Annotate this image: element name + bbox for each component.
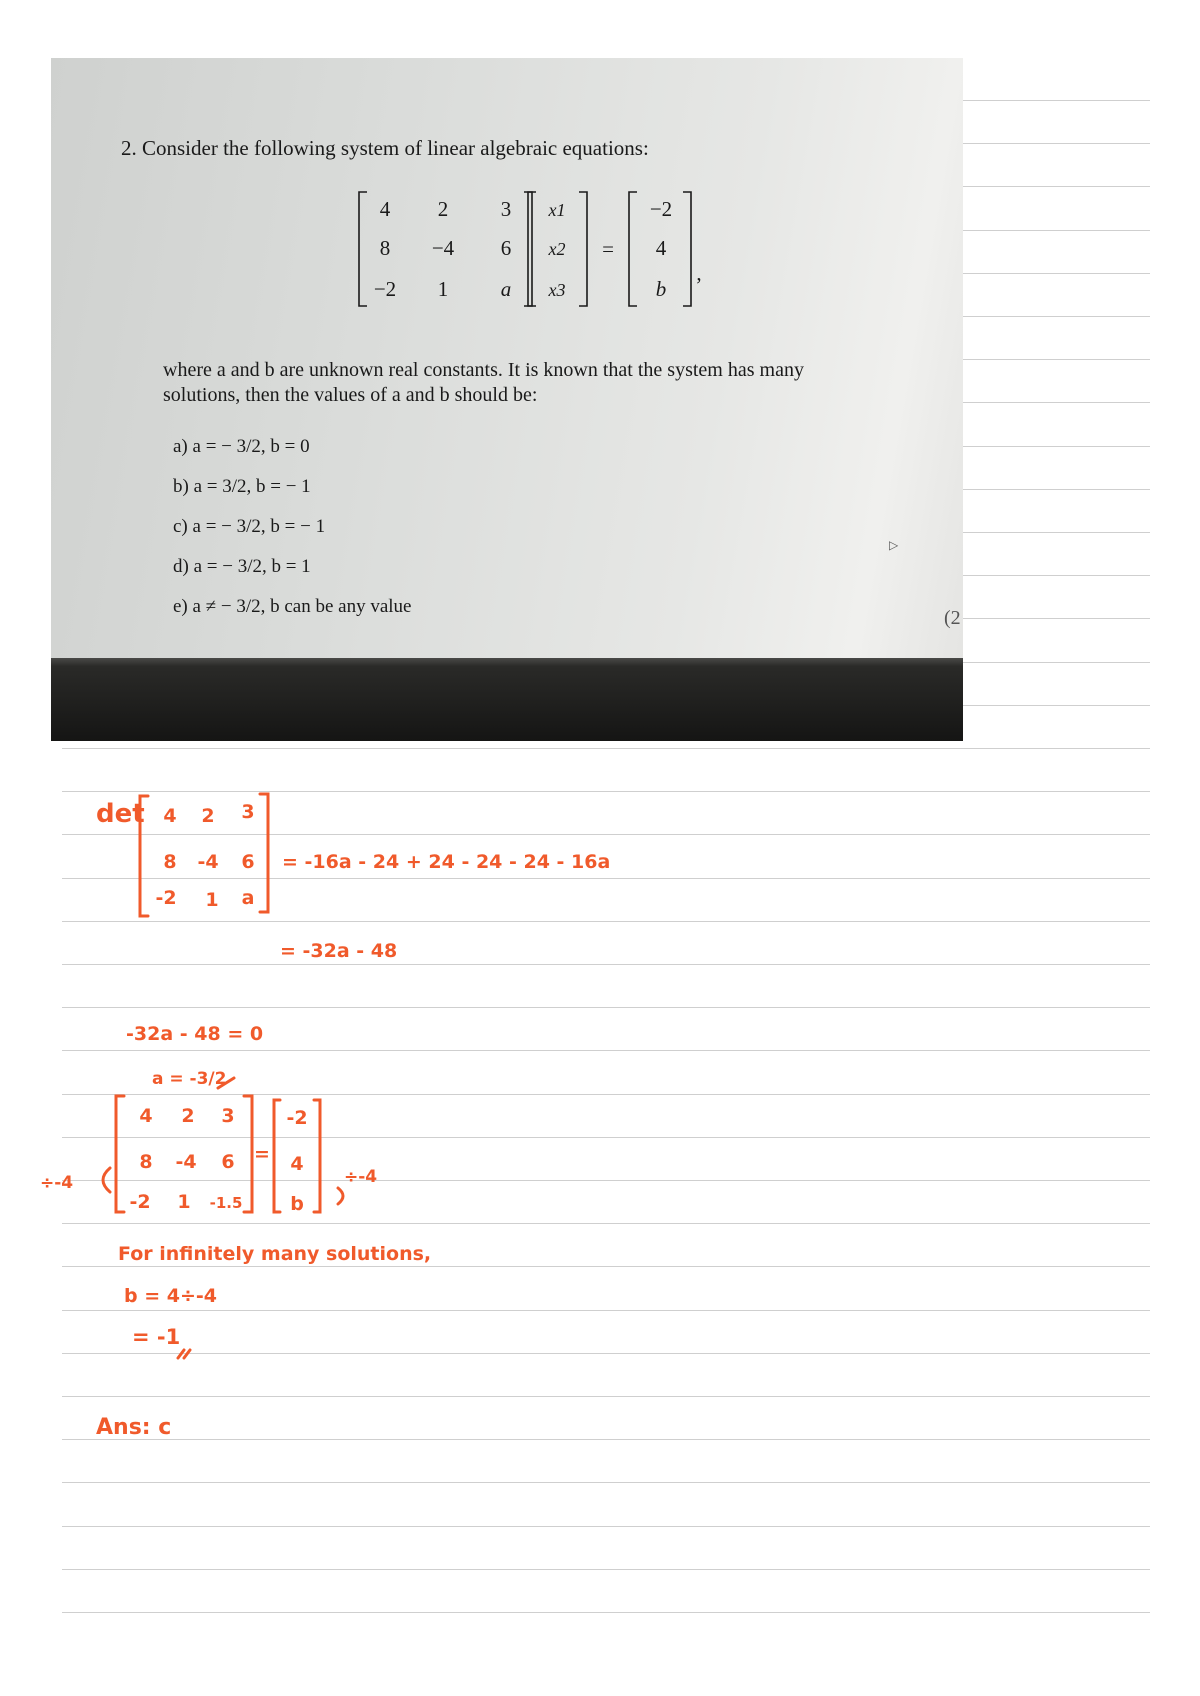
rhs-cell: b xyxy=(655,277,667,301)
coef-cell: 3 xyxy=(500,197,512,221)
b-calculation: b = 4÷-4 xyxy=(124,1285,217,1307)
rhs-cell: −2 xyxy=(649,197,673,221)
coef-cell: 6 xyxy=(500,236,512,260)
aug-cell: 8 xyxy=(139,1151,153,1173)
det-bracket-right xyxy=(260,794,268,912)
row-op-note-right: ÷-4 xyxy=(344,1167,378,1187)
aug-cell: 2 xyxy=(181,1105,195,1127)
coef-cell: −4 xyxy=(431,236,455,260)
aug-cell: 6 xyxy=(221,1151,235,1173)
infinite-solutions-note: For infinitely many solutions, xyxy=(118,1243,432,1265)
question-body-line: where a and b are unknown real constants. It is known that the system has many xyxy=(163,359,804,381)
row-op-brace-left xyxy=(103,1168,110,1192)
det-cell: -4 xyxy=(197,851,219,873)
unknown-cell: x1 xyxy=(548,200,566,220)
aug-cell: 1 xyxy=(177,1191,191,1213)
det-cell: 1 xyxy=(205,889,219,911)
aug-rhs-cell: b xyxy=(290,1193,304,1215)
det-cell: a xyxy=(241,887,255,909)
aug-equals: = xyxy=(254,1143,270,1165)
aug-bracket-right xyxy=(244,1096,252,1212)
det-cell: -2 xyxy=(155,887,177,909)
det-cell: 4 xyxy=(163,805,177,827)
aug-cell: -4 xyxy=(175,1151,197,1173)
coef-cell: 8 xyxy=(379,236,391,260)
result-underline xyxy=(178,1350,190,1358)
coef-cell: 1 xyxy=(437,277,449,301)
question-title: 2. Consider the following system of linear algebraic equations: xyxy=(121,136,649,160)
aug-cell: -2 xyxy=(129,1191,151,1213)
coef-cell: 2 xyxy=(437,197,449,221)
aug-bracket-left xyxy=(116,1096,124,1212)
row-op-note-left: ÷-4 xyxy=(40,1173,74,1193)
coef-cell: 4 xyxy=(379,197,391,221)
aug-cell: -1.5 xyxy=(209,1194,243,1212)
option-e: e) a ≠ − 3/2, b can be any value xyxy=(173,596,412,617)
aug-cell: 3 xyxy=(221,1105,235,1127)
det-result: = -32a - 48 xyxy=(280,940,398,962)
a-value: a = -3/2 xyxy=(152,1069,227,1089)
det-cell: 8 xyxy=(163,851,177,873)
det-cell: 2 xyxy=(201,805,215,827)
det-cell: 6 xyxy=(241,851,255,873)
b-result: = -1 xyxy=(132,1325,181,1349)
equals-sign: = xyxy=(602,237,614,261)
option-c: c) a = − 3/2, b = − 1 xyxy=(173,516,326,537)
det-cell: 3 xyxy=(241,801,255,823)
det-expansion: = -16a - 24 + 24 - 24 - 24 - 16a xyxy=(282,851,611,873)
coef-cell: −2 xyxy=(373,277,397,301)
coef-cell: a xyxy=(500,277,512,301)
mouse-cursor-icon: ▷ xyxy=(889,538,899,552)
aug-rhs-cell: -2 xyxy=(286,1107,308,1129)
final-answer: Ans: c xyxy=(96,1415,172,1440)
trailing-comma: , xyxy=(696,261,702,285)
option-b: b) a = 3/2, b = − 1 xyxy=(173,476,311,497)
option-a: a) a = − 3/2, b = 0 xyxy=(173,436,310,457)
aug-rhs-bracket-left xyxy=(274,1100,280,1212)
unknown-cell: x2 xyxy=(548,239,566,259)
option-d: d) a = − 3/2, b = 1 xyxy=(173,556,311,577)
row-op-brace-right xyxy=(338,1188,343,1204)
rhs-cell: 4 xyxy=(655,236,667,260)
aug-rhs-cell: 4 xyxy=(290,1153,304,1175)
page-edge-text: (2 xyxy=(944,607,961,629)
unknown-cell: x3 xyxy=(548,280,566,300)
det-label: det xyxy=(96,799,145,829)
aug-cell: 4 xyxy=(139,1105,153,1127)
question-body-line: solutions, then the values of a and b should be: xyxy=(163,384,538,406)
aug-rhs-bracket-right xyxy=(314,1100,320,1212)
solve-equation: -32a - 48 = 0 xyxy=(126,1023,264,1045)
